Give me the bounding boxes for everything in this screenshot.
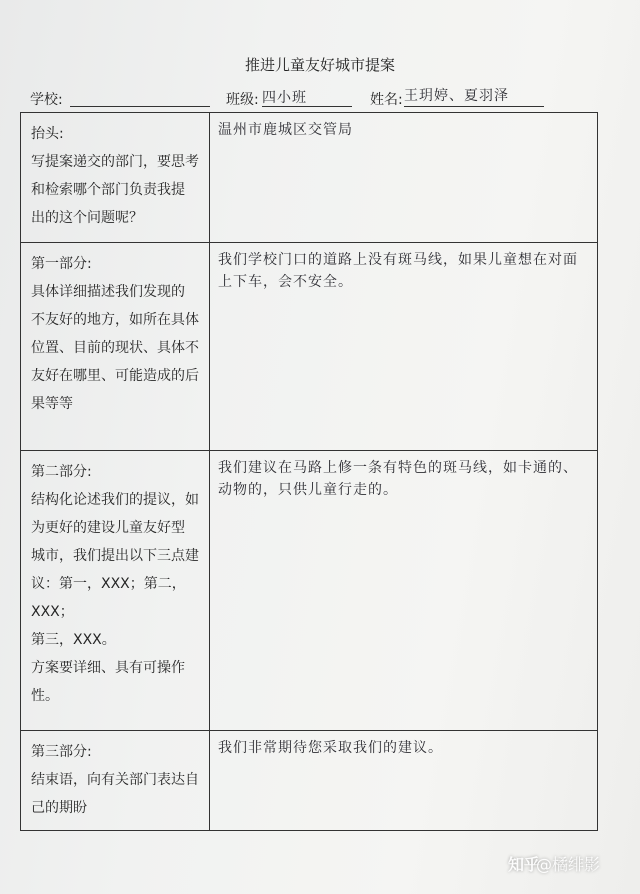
table-row xyxy=(21,451,598,731)
class-value: 四小班 xyxy=(262,90,307,106)
table-row xyxy=(21,243,598,451)
watermark-brand: 知乎 xyxy=(508,855,541,874)
prompt-line: 结构化论述我们的提议，如 xyxy=(31,492,199,508)
prompt-line: 果等等 xyxy=(31,396,73,412)
prompt-line: 己的期盼 xyxy=(31,800,87,816)
answer-cell xyxy=(210,113,598,243)
table-row xyxy=(21,731,598,831)
prompt-line: 第三部分: xyxy=(31,744,92,760)
prompt-line: 第一部分: xyxy=(31,256,92,272)
prompt-line: 结束语，向有关部门表达自 xyxy=(31,772,199,788)
name-value: 王玥婷、夏羽泽 xyxy=(404,88,509,104)
prompt-line: 友好在哪里、可能造成的后 xyxy=(31,368,199,384)
school-label: 学校: xyxy=(30,92,63,108)
school-underline xyxy=(70,106,210,107)
answer-cell xyxy=(210,731,598,831)
name-underline xyxy=(404,106,544,107)
table-row xyxy=(21,113,598,243)
prompt-cell xyxy=(21,731,210,831)
prompt-line: 不友好的地方，如所在具体 xyxy=(31,312,199,328)
handwritten-answer: 我们学校门口的道路上没有斑马线，如果儿童想在对面上下车，会不安全。 xyxy=(218,252,578,290)
prompt-line: 出的这个问题呢？ xyxy=(31,210,143,226)
class-label: 班级: xyxy=(226,92,259,108)
handwritten-answer: 我们建议在马路上修一条有特色的斑马线，如卡通的、动物的，只供儿童行走的。 xyxy=(218,460,578,498)
prompt-line: 城市，我们提出以下三点建 xyxy=(31,548,199,564)
prompt-cell xyxy=(21,451,210,731)
prompt-line: 抬头: xyxy=(31,126,64,142)
prompt-line: 具体详细描述我们发现的 xyxy=(31,284,185,300)
prompt-line: 第三，XXX。 xyxy=(31,632,116,648)
handwritten-answer: 我们非常期待您采取我们的建议。 xyxy=(218,740,443,756)
name-label: 姓名: xyxy=(370,92,403,108)
answer-cell xyxy=(210,451,598,731)
prompt-line: 位置、目前的现状、具体不 xyxy=(31,340,199,356)
watermark-author: @橘绯影 xyxy=(536,855,601,874)
class-underline xyxy=(262,106,352,107)
prompt-line: 性。 xyxy=(31,688,59,704)
proposal-table xyxy=(20,112,598,831)
prompt-cell xyxy=(21,243,210,451)
prompt-line: 写提案递交的部门，要思考 xyxy=(31,154,199,170)
prompt-line: 第二部分: xyxy=(31,464,92,480)
prompt-cell xyxy=(21,113,210,243)
handwritten-answer: 温州市鹿城区交管局 xyxy=(218,122,353,138)
prompt-line: 议：第一，XXX；第二，XXX； xyxy=(31,576,186,620)
answer-cell xyxy=(210,243,598,451)
prompt-line: 为更好的建设儿童友好型 xyxy=(31,520,185,536)
prompt-line: 方案要详细、具有可操作 xyxy=(31,660,185,676)
prompt-line: 和检索哪个部门负责我提 xyxy=(31,182,185,198)
document-title: 推进儿童友好城市提案 xyxy=(244,56,395,74)
